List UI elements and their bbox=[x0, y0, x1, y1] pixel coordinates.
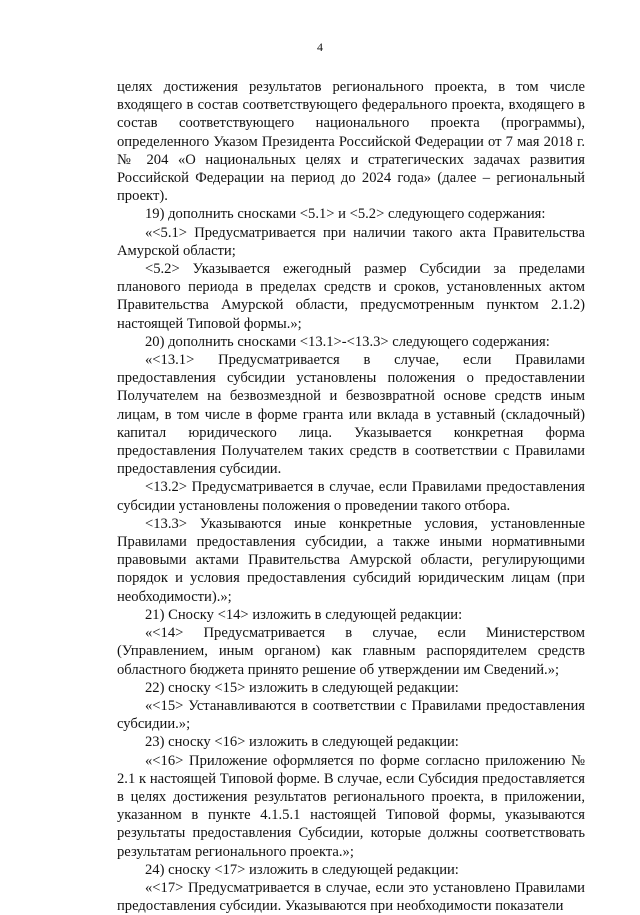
paragraph-item-20: 20) дополнить сносками <13.1>-<13.3> следующего содержания: bbox=[145, 333, 550, 350]
paragraph-item-24: 24) сноску <17> изложить в следующей редакции: bbox=[145, 861, 459, 878]
page-number: 4 bbox=[317, 40, 323, 54]
paragraph-footnote-14: «<14> Предусматривается в случае, если Министерством (Управлением, иным органом) как главным распорядителем средств областного бюджета принято решение об утверждении им Сведений.»; bbox=[117, 625, 585, 678]
paragraph-footnote-13-3: <13.3> Указываются иные конкретные условия, установленные Правилами предоставления субсидии, а также иными нормативными правовыми актами Правительства Амурской области, регулирующими порядок и условия предоставления субсидий юридическим лицам (при необходимости).»; bbox=[117, 515, 585, 605]
paragraph-footnote-17: «<17> Предусматривается в случае, если это установлено Правилами предоставления субсидии. Указываются при необходимости показатели bbox=[117, 879, 585, 915]
paragraph-footnote-15: «<15> Устанавливаются в соответствии с Правилами предоставления субсидии.»; bbox=[117, 697, 585, 733]
paragraph-footnote-13-2: <13.2> Предусматривается в случае, если Правилами предоставления субсидии установлены положения о проведении такого отбора. bbox=[117, 479, 585, 514]
paragraph-item-21: 21) Сноску <14> изложить в следующей редакции: bbox=[145, 606, 463, 623]
paragraph-item-23: 23) сноску <16> изложить в следующей редакции: bbox=[145, 734, 459, 751]
document-body bbox=[117, 78, 585, 915]
paragraph-footnote-13-1: «<13.1> Предусматривается в случае, если Правилами предоставления субсидии установлены положения о предоставлении Получателем на безвозмездной и безвозвратной основе средств иным лицам, в том числе в форме гранта или вклада в уставный (складочный) капитал юридического лица. Указывается конкретная форма предоставления Получателем таких средств в соответствии с Правилами предоставления субсидии. bbox=[117, 352, 585, 478]
paragraph-continuation: целях достижения результатов регионального проекта, в том числе входящего в состав соответствующего федерального проекта, входящего в состав соответствующего национального проекта (программы), определенного Указом Президента Российской Федерации от 7 мая 2018 г. № 204 «О национальных целях и стратегических задачах развития Российской Федерации на период до 2024 года» (далее – региональный проект). bbox=[117, 79, 585, 205]
paragraph-footnote-16: «<16> Приложение оформляется по форме согласно приложению № 2.1 к настоящей Типовой форме. В случае, если Субсидия предоставляется в целях достижения результатов регионального проекта, в приложении, указанном в пункте 4.1.5.1 настоящей Типовой формы, указываются результаты предоставления Субсидии, которые должны соответствовать результатам регионального проекта.»; bbox=[117, 752, 585, 860]
paragraph-footnote-5-2: <5.2> Указывается ежегодный размер Субсидии за пределами планового периода в пределах средств и сроков, установленных актом Правительства Амурской области, предусмотренным пунктом 2.1.2) настоящей Типовой формы.»; bbox=[117, 261, 585, 332]
paragraph-item-22: 22) сноску <15> изложить в следующей редакции: bbox=[145, 679, 459, 696]
paragraph-item-19: 19) дополнить сносками <5.1> и <5.2> следующего содержания: bbox=[145, 206, 546, 223]
paragraph-footnote-5-1: «<5.1> Предусматривается при наличии такого акта Правительства Амурской области; bbox=[117, 224, 585, 259]
